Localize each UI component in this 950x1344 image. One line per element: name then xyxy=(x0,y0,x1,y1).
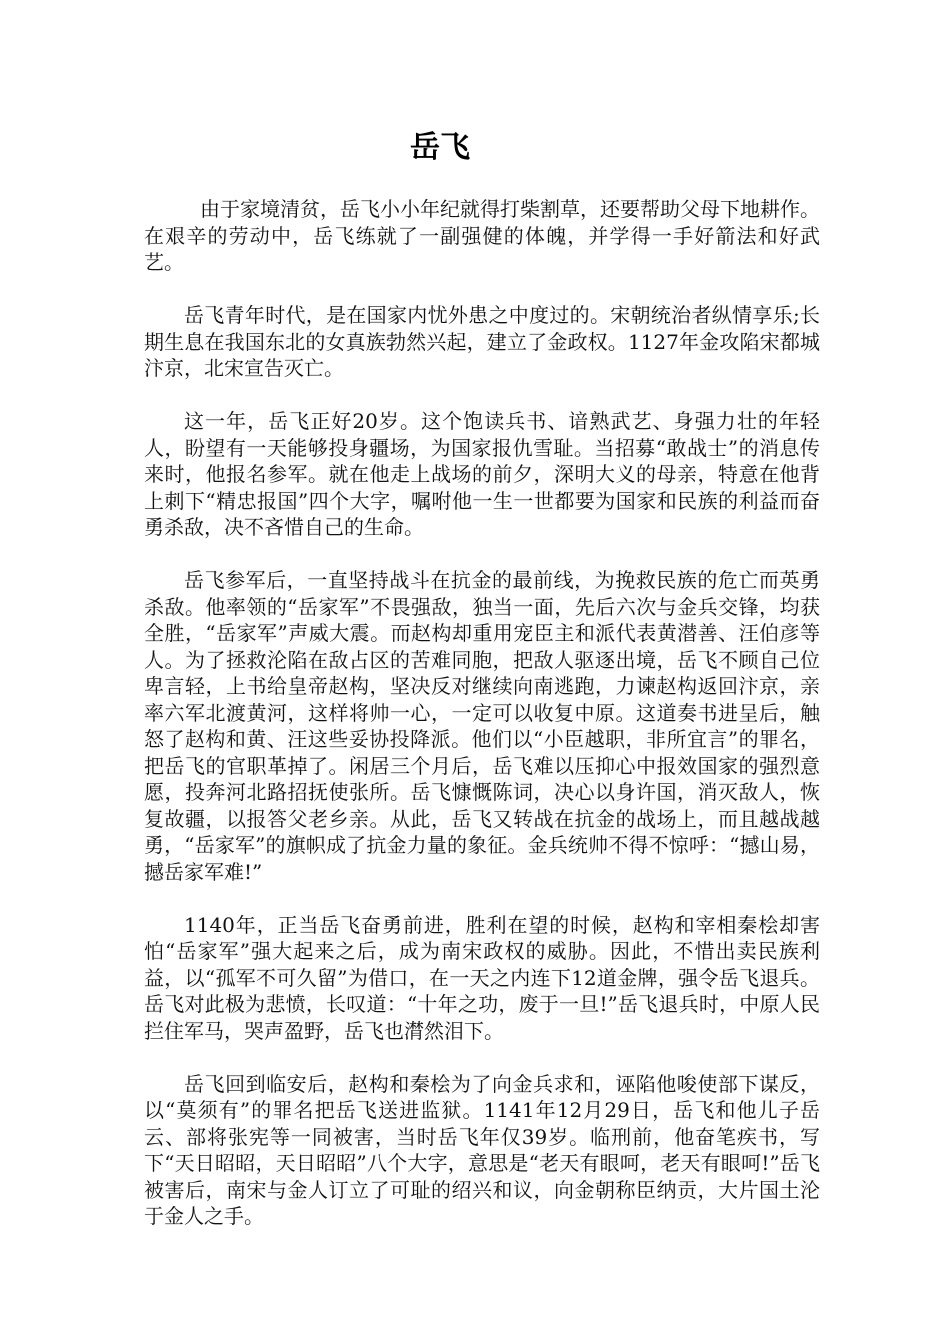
paragraph-enlistment: 这一年，岳飞正好20岁。这个饱读兵书、谙熟武艺、身强力壮的年轻人，盼望有一天能够投身疆场，为国家报仇雪耻。当招募“敢战士”的消息传来时，他报名参军。就在他走上战场的前夕，深明大义的母亲，特意在他背上刺下“精忠报国”四个大字，嘱咐他一生一世都要为国家和民族的利益而奋勇杀敌，决不吝惜自己的生命。 xyxy=(144,409,820,539)
article-body xyxy=(144,196,820,1256)
paragraph-childhood: 由于家境清贫，岳飞小小年纪就得打柴割草，还要帮助父母下地耕作。在艰辛的劳动中，岳飞练就了一副强健的体魄，并学得一手好箭法和好武艺。 xyxy=(144,197,820,274)
paragraph-death: 岳飞回到临安后，赵构和秦桧为了向金兵求和，诬陷他唆使部下谋反，以“莫须有”的罪名把岳飞送进监狱。1141年12月29日，岳飞和他儿子岳云、部将张宪等一同被害，当时岳飞年仅39岁。临刑前，他奋笔疾书，写下“天日昭昭，天日昭昭”八个大字，意思是“老天有眼呵，老天有眼呵!”岳飞被害后，南宋与金人订立了可耻的绍兴和议，向金朝称臣纳贡，大片国土沦于金人之手。 xyxy=(144,1071,820,1228)
paragraph-campaigns: 岳飞参军后，一直坚持战斗在抗金的最前线，为挽救民族的危亡而英勇杀敌。他率领的“岳家军”不畏强敌，独当一面，先后六次与金兵交锋，均获全胜，“岳家军”声威大震。而赵构却重用宠臣主和派代表黄潜善、汪伯彦等人。为了拯救沦陷在敌占区的苦难同胞，把敌人驱逐出境，岳飞不顾自己位卑言轻，上书给皇帝赵构，坚决反对继续向南逃跑，力谏赵构返回汴京，亲率六军北渡黄河，这样将帅一心，一定可以收复中原。这道奏书进呈后，触怒了赵构和黄、汪这些妥协投降派。他们以“小臣越职，非所宜言”的罪名，把岳飞的官职革掉了。闲居三个月后，岳飞难以压抑心中报效国家的强烈意愿，投奔河北路招抚使张所。岳飞慷慨陈词，决心以身许国，消灭敌人，恢复故疆，以报答父老乡亲。从此，岳飞又转战在抗金的战场上，而且越战越勇，“岳家军”的旗帜成了抗金力量的象征。金兵统帅不得不惊呼：“撼山易，撼岳家军难!” xyxy=(144,568,820,884)
paragraph-recall: 1140年，正当岳飞奋勇前进，胜利在望的时候，赵构和宰相秦桧却害怕“岳家军”强大起来之后，成为南宋政权的威胁。因此，不惜出卖民族利益，以“孤军不可久留”为借口，在一天之内连下12道金牌，强令岳飞退兵。岳飞对此极为悲愤，长叹道：“十年之功，废于一旦!”岳飞退兵时，中原人民拦住军马，哭声盈野，岳飞也潸然泪下。 xyxy=(144,912,820,1043)
page-title: 岳飞 xyxy=(410,130,470,165)
paragraph-youth: 岳飞青年时代，是在国家内忧外患之中度过的。宋朝统治者纵情享乐;长期生息在我国东北的女真族勃然兴起，建立了金政权。1127年金攻陷宋都城汴京，北宋宣告灭亡。 xyxy=(144,303,820,380)
